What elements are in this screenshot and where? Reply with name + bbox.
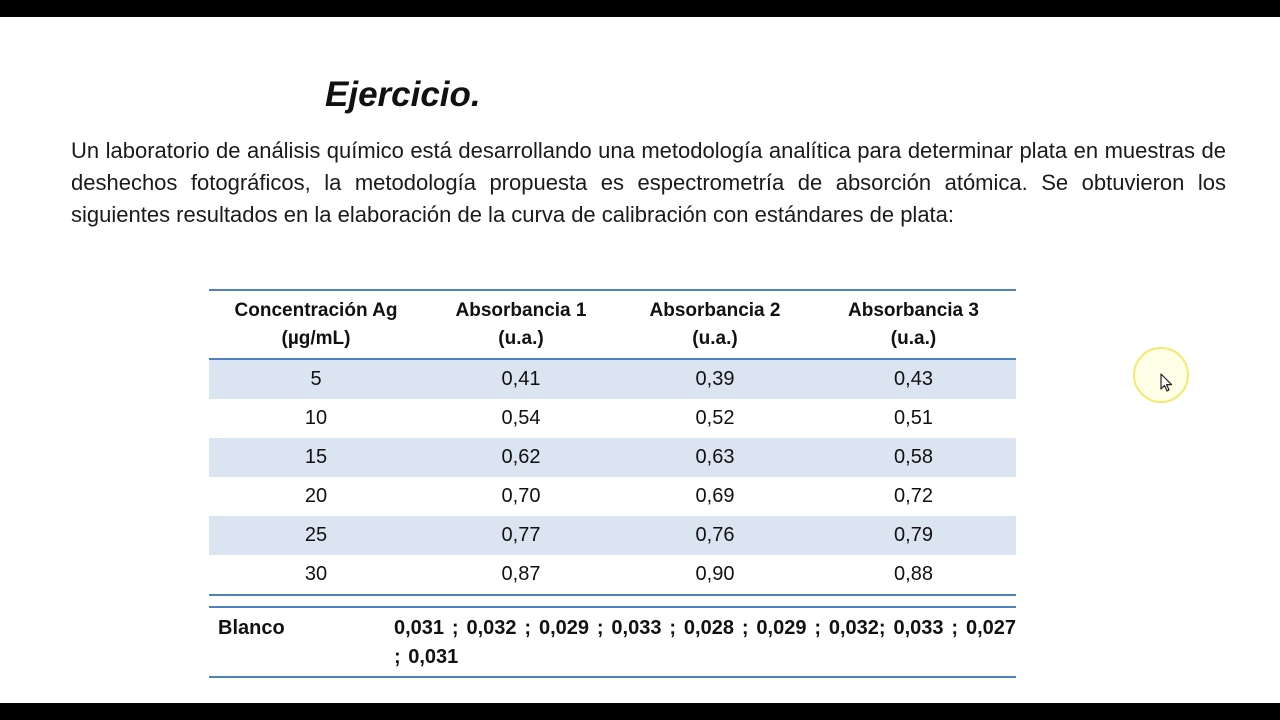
header-absorbance-3	[811, 290, 1016, 359]
table-row	[209, 555, 1016, 595]
slide	[0, 17, 1280, 703]
header-line: Absorbancia 2	[649, 300, 781, 321]
header-unit: (µg/mL)	[281, 328, 351, 349]
table-row	[209, 438, 1016, 477]
cell-absorbance-2: 0,69	[695, 485, 735, 507]
cell-absorbance-3: 0,43	[811, 359, 1016, 399]
cell-concentration: 5	[209, 359, 423, 399]
header-concentration	[209, 290, 423, 359]
cell-absorbance-3: 0,51	[894, 407, 933, 429]
calibration-table	[209, 289, 1016, 596]
cell-absorbance-3: 0,88	[811, 555, 1016, 595]
cell-absorbance-2: 0,39	[619, 359, 811, 399]
cell-concentration: 25	[209, 516, 423, 555]
header-unit: (u.a.)	[890, 328, 937, 349]
table-row	[209, 399, 1016, 438]
header-absorbance-1	[423, 290, 619, 359]
cell-absorbance-2: 0,63	[619, 438, 811, 477]
mouse-pointer-icon	[1160, 373, 1174, 393]
table-header-row	[209, 290, 1016, 359]
cell-absorbance-1: 0,54	[501, 407, 541, 429]
blank-row	[209, 606, 1016, 678]
cell-absorbance-3: 0,58	[811, 438, 1016, 477]
header-line: Absorbancia 1	[455, 300, 587, 321]
table-row	[209, 359, 1016, 399]
table-row	[209, 516, 1016, 555]
cell-concentration: 15	[209, 438, 423, 477]
cell-concentration: 20	[304, 485, 328, 507]
header-absorbance-2	[619, 290, 811, 359]
cell-absorbance-1: 0,41	[423, 359, 619, 399]
cell-absorbance-3: 0,72	[894, 485, 933, 507]
calibration-table-container	[209, 289, 1016, 678]
cell-concentration: 10	[304, 407, 328, 429]
cell-absorbance-1: 0,70	[501, 485, 541, 507]
header-unit: (u.a.)	[498, 328, 544, 349]
cell-absorbance-3: 0,79	[811, 516, 1016, 555]
header-line: Concentración Ag	[234, 300, 398, 321]
cell-absorbance-2: 0,76	[619, 516, 811, 555]
cell-absorbance-1: 0,77	[423, 516, 619, 555]
slide-title: Ejercicio.	[325, 75, 481, 114]
cell-concentration: 30	[209, 555, 423, 595]
cell-absorbance-1: 0,62	[423, 438, 619, 477]
cell-absorbance-2: 0,52	[695, 407, 735, 429]
cell-absorbance-2: 0,90	[619, 555, 811, 595]
blank-values: 0,031 ; 0,032 ; 0,029 ; 0,033 ; 0,028 ; 0,029 ; 0,032; 0,033 ; 0,027 ; 0,031	[394, 617, 1016, 668]
table-row	[209, 477, 1016, 516]
blank-label: Blanco	[218, 617, 285, 639]
header-unit: (u.a.)	[692, 328, 738, 349]
cell-absorbance-1: 0,87	[423, 555, 619, 595]
header-line: Absorbancia 3	[848, 300, 979, 321]
intro-paragraph: Un laboratorio de análisis químico está desarrollando una metodología analítica para determinar plata en muestras de deshechos fotográficos, la metodología propuesta es espectrometría de absorción atómica. Se obtuvieron los siguientes resultados en la elaboración de la curva de calibración con estándares de plata:	[71, 138, 1226, 227]
